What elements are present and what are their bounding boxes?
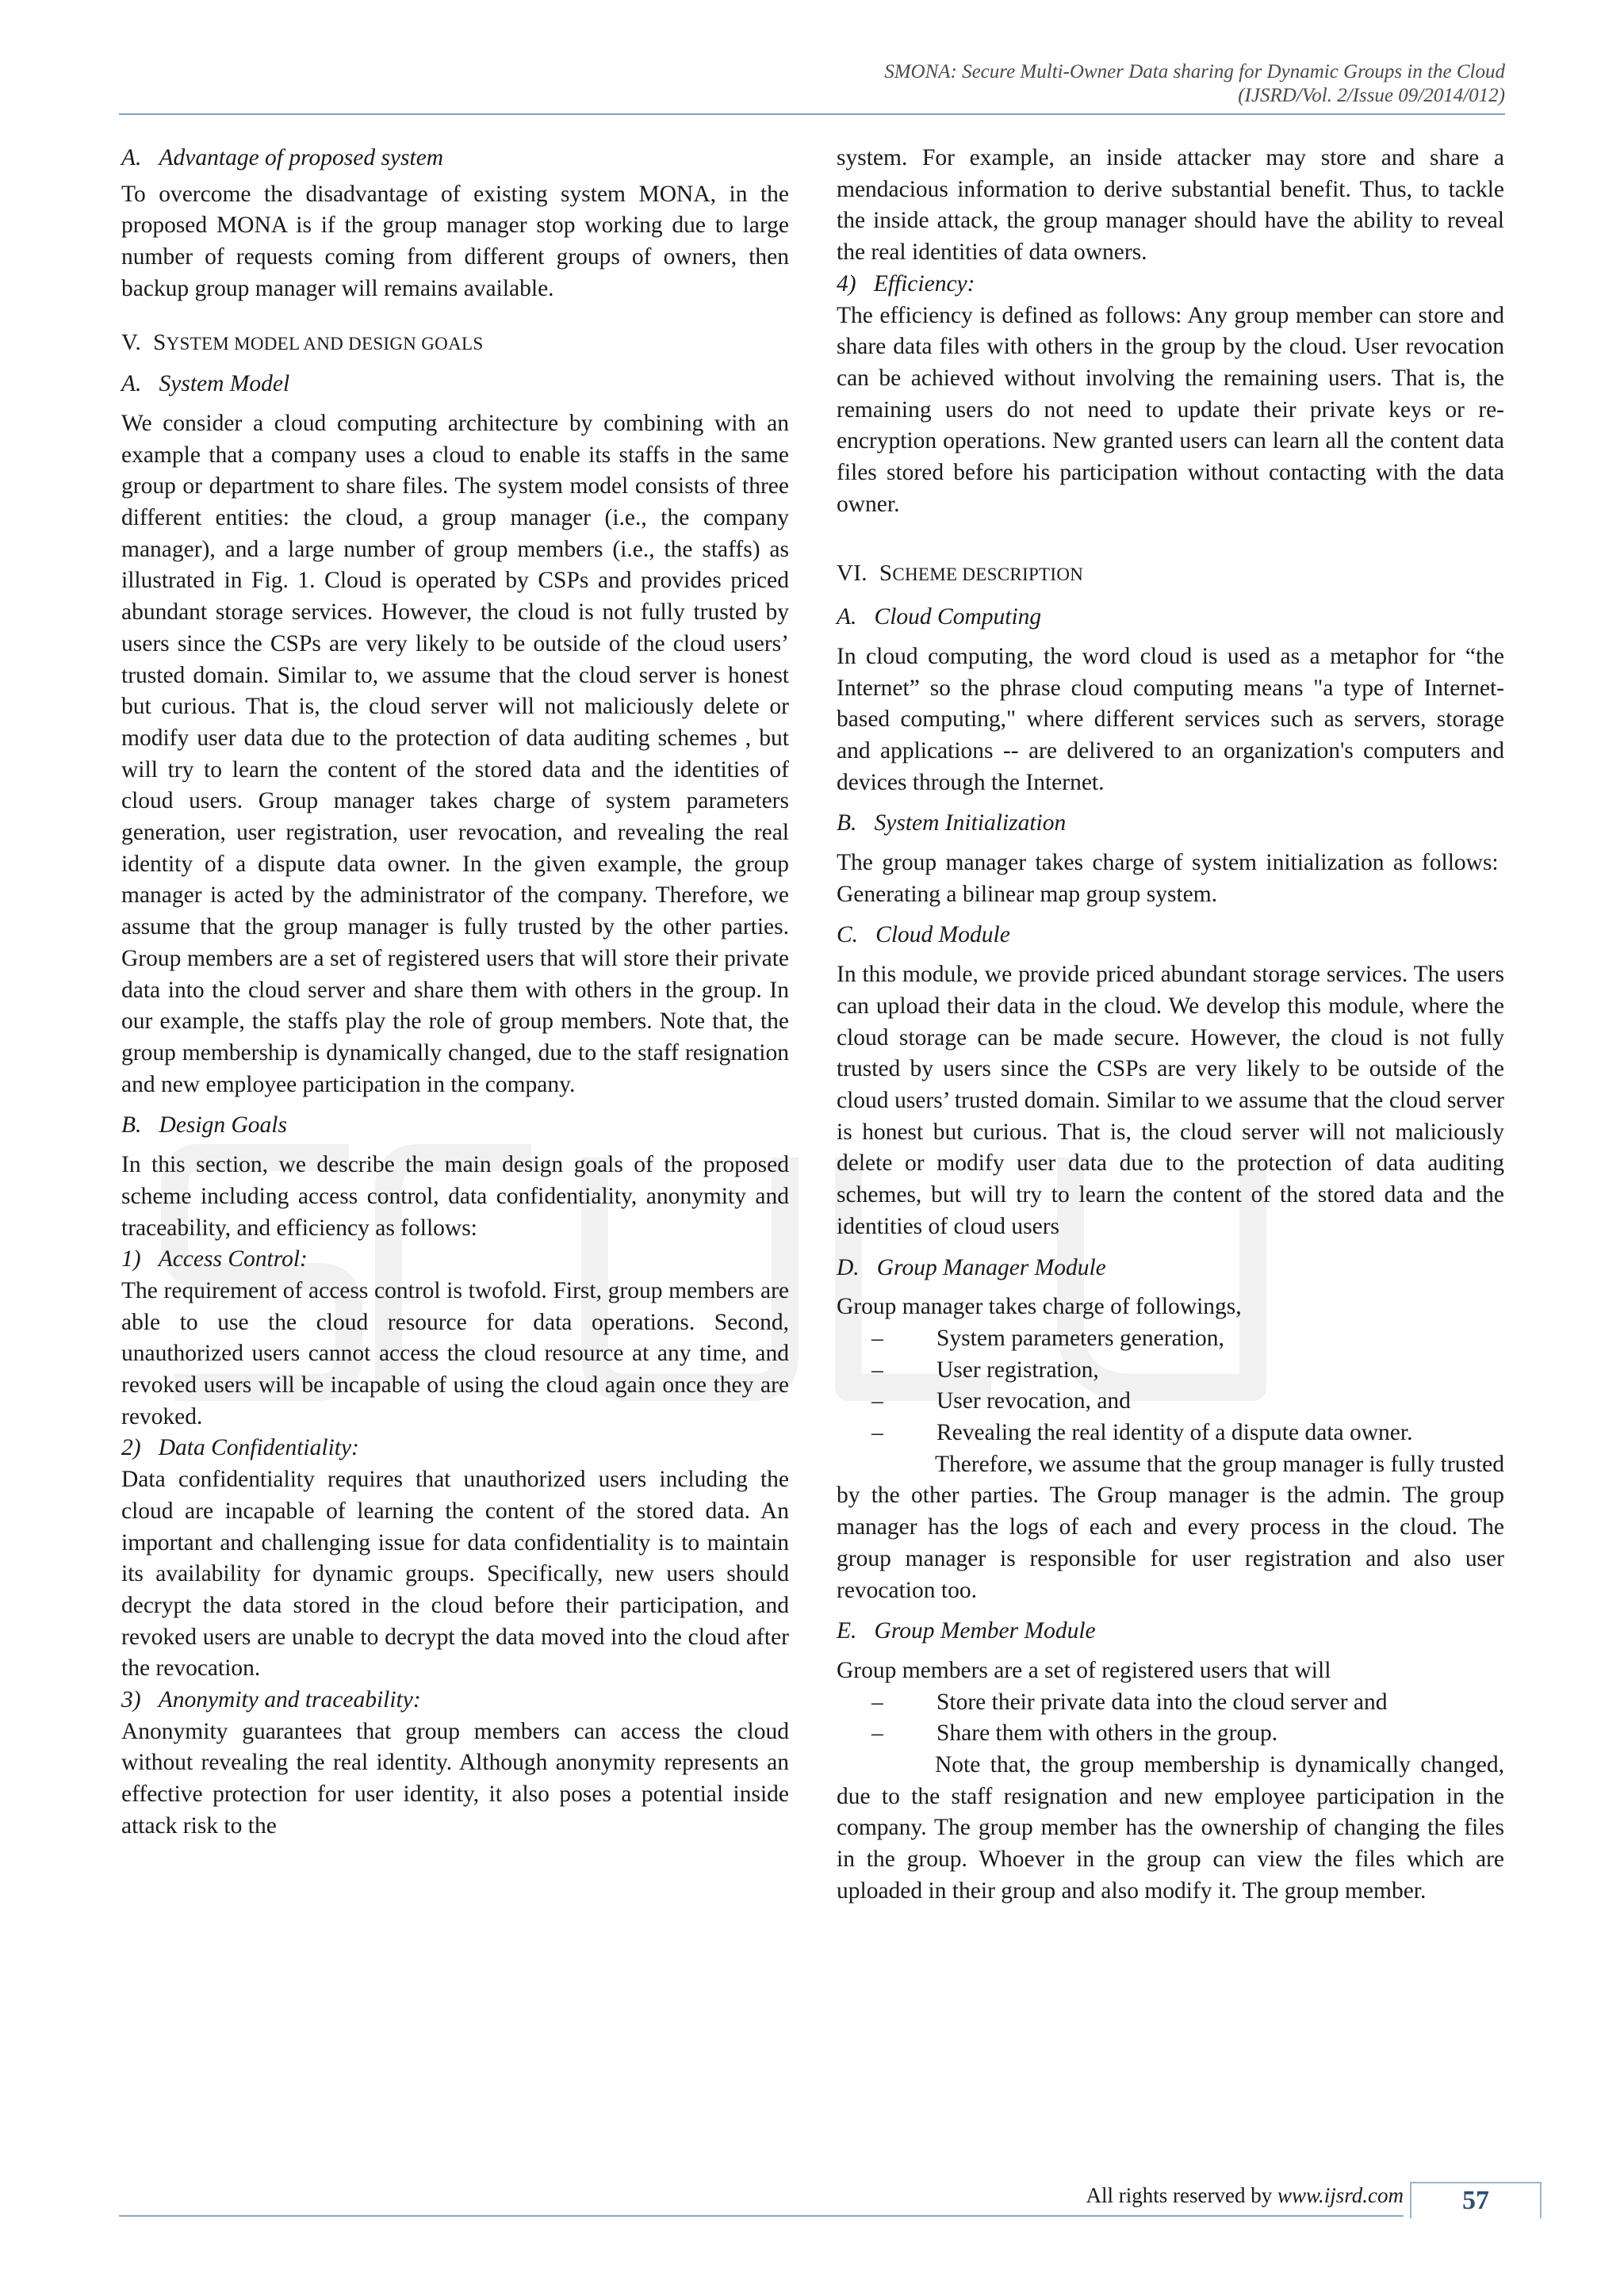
paragraph: To overcome the disadvantage of existing system MONA, in the proposed MONA is if the group manager stop working due to large number of requests coming from different groups of owners, then backup group manager will remains available. bbox=[121, 181, 789, 301]
paragraph: Therefore, we assume that the group manager is fully trusted by the other parties. The Group manager is the admin. The group manager has the logs of each and every process in the cloud. The group manager is responsible for user registration and also user revocation too. bbox=[837, 1451, 1504, 1603]
dash-bullet-icon: – bbox=[871, 1325, 883, 1351]
paragraph: The requirement of access control is twofold. First, group members are able to use the cloud resource for data operations. Second, unauthorized users cannot access the cloud resource at any time, and revoked users will be incapable of using the cloud again once they are revoked. bbox=[121, 1277, 789, 1429]
paragraph: In this section, we describe the main design goals of the proposed scheme including access control, data confidentiality, anonymity and traceability, and efficiency as follows: bbox=[121, 1152, 789, 1241]
list-item: – User revocation, and bbox=[837, 1386, 1504, 1418]
subsection-heading: D. Group Manager Module bbox=[837, 1254, 1106, 1280]
subsection-heading: E. Group Member Module bbox=[837, 1618, 1096, 1644]
dash-bullet-icon: – bbox=[871, 1720, 883, 1747]
group-member-list bbox=[837, 1687, 1504, 1750]
paragraph: The efficiency is defined as follows: Any group member can store and share data files with others in the group by the cloud. User revocation can be achieved without involving the remaining users. That is, the remaining users do not need to update their private keys or re-encryption operations. New granted users can learn all the content data files stored before his participation without contacting with the data owner. bbox=[837, 302, 1504, 517]
right-column bbox=[837, 143, 1504, 1908]
section-title-rest: YSTEM MODEL AND DESIGN GOALS bbox=[166, 333, 484, 354]
dash-bullet-icon: – bbox=[871, 1388, 883, 1414]
header-rule bbox=[119, 113, 1505, 115]
running-header bbox=[395, 60, 1505, 108]
page-number: 57 bbox=[1410, 2182, 1542, 2218]
section-number: V. bbox=[121, 329, 142, 355]
subsection-heading: B. Design Goals bbox=[121, 1112, 287, 1138]
website-link[interactable]: www.ijsrd.com bbox=[1277, 2183, 1404, 2207]
footer-rule bbox=[119, 2215, 1404, 2217]
list-item: – Store their private data into the cloud server and bbox=[837, 1687, 1504, 1719]
paragraph: Note that, the group membership is dynamically changed, due to the staff resignation and new employee participation in the company. The group member has the ownership of changing the files in the group. Whoever in the group can view the files which are uploaded in their group and also modify it. The group member. bbox=[837, 1752, 1504, 1904]
dash-bullet-icon: – bbox=[871, 1689, 883, 1715]
section-heading-vi bbox=[837, 558, 1504, 591]
section-title-rest: CHEME DESCRIPTION bbox=[892, 564, 1084, 585]
paragraph: Group manager takes charge of followings, bbox=[837, 1294, 1242, 1320]
section-heading-v bbox=[121, 327, 789, 360]
subsubsection-heading: 3) Anonymity and traceability: bbox=[121, 1687, 421, 1713]
left-column bbox=[121, 143, 789, 1843]
subsection-heading: A. System Model bbox=[121, 371, 290, 397]
subsubsection-heading: 1) Access Control: bbox=[121, 1246, 308, 1272]
group-manager-list bbox=[837, 1323, 1504, 1449]
section-number: VI. bbox=[837, 561, 868, 587]
paragraph: Anonymity guarantees that group members can access the cloud without revealing the real identity. Although anonymity represents an effective protection for user identity, it also poses a potential inside attack risk to the bbox=[121, 1718, 789, 1839]
paragraph: The group manager takes charge of system initialization as follows: Generating a bilinear map group system. bbox=[837, 850, 1504, 907]
dash-bullet-icon: – bbox=[871, 1420, 883, 1446]
journal-issue-line: (IJSRD/Vol. 2/Issue 09/2014/012) bbox=[1238, 85, 1505, 106]
journal-title-line: SMONA: Secure Multi-Owner Data sharing for Dynamic Groups in the Cloud bbox=[884, 61, 1505, 82]
subsection-heading: A. Cloud Computing bbox=[837, 604, 1042, 630]
section-title-initial: S bbox=[153, 329, 167, 355]
subsection-heading: C. Cloud Module bbox=[837, 922, 1010, 948]
subsubsection-heading: 2) Data Confidentiality: bbox=[121, 1435, 359, 1461]
subsection-heading: A. Advantage of proposed system bbox=[121, 145, 444, 170]
paragraph: Group members are a set of registered users that will bbox=[837, 1657, 1331, 1683]
paragraph: We consider a cloud computing architecture by combining with an example that a company uses a cloud to enable its staffs in the same group or department to share files. The system model consists of three different entities: the cloud, a group manager (i.e., the company manager), and a large number of group members (i.e., the staffs) as illustrated in Fig. 1. Cloud is operated by CSPs and provides priced abundant storage services. However, the cloud is not fully trusted by users since the CSPs are very likely to be outside of the cloud users’ trusted domain. Similar to, we assume that the cloud server is honest but curious. That is, the cloud server will not maliciously delete or modify user data due to the protection of data auditing schemes , but will try to learn the content of the stored data and the identities of cloud users. Group manager takes charge of system parameters generation, user registration, user revocation, and revealing the real identity of a dispute data owner. In the given example, the group manager is acted by the administrator of the company. Therefore, we assume that the group manager is fully trusted by the other parties. Group members are a set of registered users that will store their private data into the cloud server and share them with others in the group. In our example, the staffs play the role of group members. Note that, the group membership is dynamically changed, due to the staff resignation and new employee participation in the company. bbox=[121, 410, 789, 1097]
list-item: – System parameters generation, bbox=[837, 1323, 1504, 1355]
list-item: – Share them with others in the group. bbox=[837, 1718, 1504, 1750]
paragraph: In cloud computing, the word cloud is used as a metaphor for “the Internet” so the phrase cloud computing means "a type of Internet-based computing," where different services such as servers, storage and applications -- are delivered to an organization's computers and devices through the Internet. bbox=[837, 643, 1504, 795]
list-item: – Revealing the real identity of a dispute data owner. bbox=[837, 1418, 1504, 1449]
paragraph: In this module, we provide priced abundant storage services. The users can upload their data in the cloud. We develop this module, where the cloud storage can be made secure. However, the cloud is not fully trusted by users since the CSPs are very likely to be outside of the cloud users’ trusted domain. Similar to we assume that the cloud server is honest but curious. That is, the cloud server will not maliciously delete or modify user data due to the protection of data auditing schemes, but will try to learn the content of the stored data and the identities of cloud users bbox=[837, 962, 1504, 1239]
list-item: – User registration, bbox=[837, 1355, 1504, 1387]
section-title-initial: S bbox=[879, 561, 893, 587]
dash-bullet-icon: – bbox=[871, 1357, 883, 1383]
paragraph: system. For example, an inside attacker may store and share a mendacious information to derive substantial benefit. Thus, to tackle the inside attack, the group manager should have the ability to reveal the real identities of data owners. bbox=[837, 145, 1504, 266]
subsection-heading: B. System Initialization bbox=[837, 810, 1067, 836]
rights-text: All rights reserved by bbox=[1086, 2183, 1277, 2207]
paragraph: Data confidentiality requires that unauthorized users including the cloud are incapable of learning the content of the stored data. An important and challenging issue for data confidentiality is to maintain its availability for dynamic groups. Specifically, new users should decrypt the data stored in the cloud before their participation, and revoked users are unable to decrypt the data moved into the cloud after the revocation. bbox=[121, 1467, 789, 1682]
footer-rights bbox=[872, 2182, 1404, 2209]
subsubsection-heading: 4) Efficiency: bbox=[837, 270, 975, 297]
